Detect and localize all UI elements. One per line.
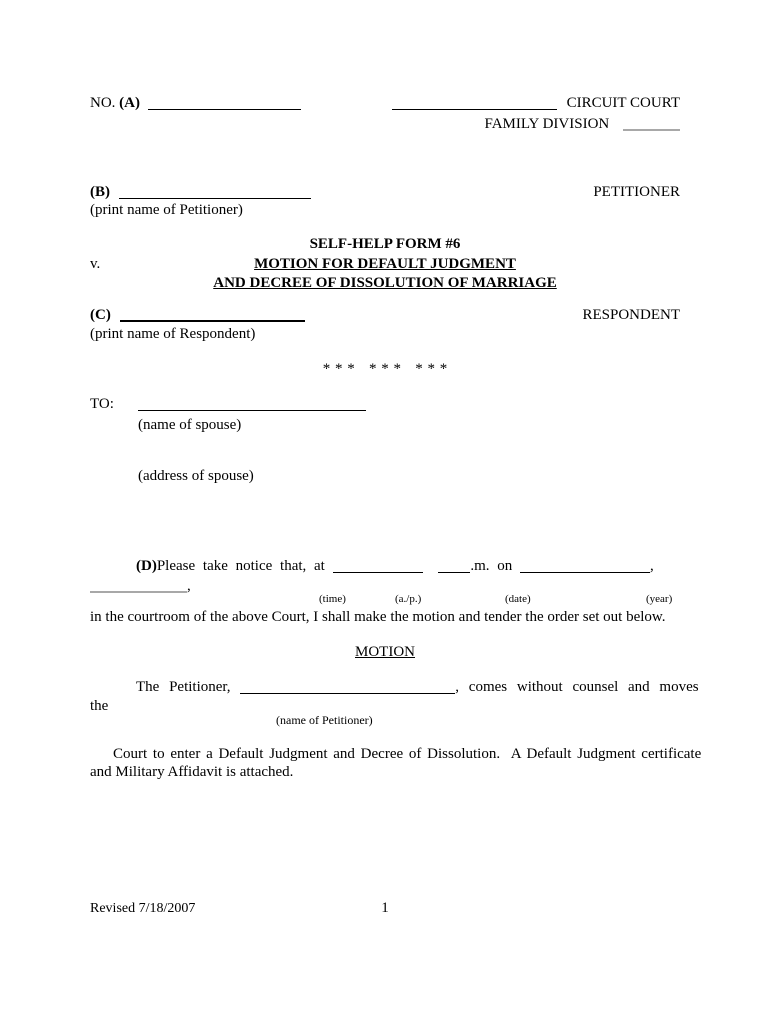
- family-division-line: [90, 116, 680, 133]
- field-c-label: (C): [90, 307, 111, 323]
- motion-p1-wrap-word: the: [90, 698, 109, 714]
- motion-p3-text: and Military Affidavit is attached.: [90, 764, 294, 780]
- spouse-name-hint-line: [138, 417, 680, 434]
- spouse-name-blank[interactable]: [138, 397, 366, 411]
- petitioner-name-hint-line: [276, 713, 680, 728]
- notice-continuation-text: in the courtroom of the above Court, I shall make the motion and tender the order set out below.: [90, 609, 666, 625]
- respondent-hint: (print name of Respondent): [90, 326, 256, 342]
- petitioner-name-hint: (name of Petitioner): [276, 713, 373, 727]
- division-number-blank[interactable]: [623, 116, 680, 131]
- field-d-label: (D): [136, 558, 157, 574]
- motion-p1-tail: , comes without counsel and moves: [455, 679, 699, 695]
- motion-paragraph-line1: [90, 679, 699, 696]
- case-number-blank[interactable]: [148, 96, 301, 110]
- date-blank[interactable]: [520, 559, 650, 573]
- petitioner-name-group: [90, 184, 311, 201]
- page-number: 1: [381, 900, 389, 916]
- motion-heading-line: [90, 644, 680, 661]
- petitioner-role-label: PETITIONER: [593, 184, 680, 200]
- form-number-title: SELF-HELP FORM #6: [309, 236, 461, 252]
- notice-line3: [90, 609, 680, 626]
- time-field-label: (time): [319, 593, 346, 605]
- petitioner-name-blank[interactable]: [119, 185, 311, 199]
- motion-p2-text: Court to enter a Default Judgment and Decree of Dissolution. A Default Judgment certificate: [113, 746, 702, 762]
- time-blank[interactable]: [333, 559, 423, 573]
- on-word: on: [497, 558, 513, 574]
- form-title-line3: [90, 275, 680, 292]
- decree-title: AND DECREE OF DISSOLUTION OF MARRIAGE: [213, 275, 557, 291]
- petitioner-name-blank2[interactable]: [240, 680, 455, 694]
- form-title-line2: [90, 256, 680, 273]
- case-number-group: [90, 95, 301, 112]
- court-name-blank[interactable]: [392, 96, 557, 110]
- spouse-name-hint: (name of spouse): [138, 417, 242, 433]
- motion-p1-lead: The Petitioner,: [136, 679, 231, 695]
- case-header-line1: [90, 95, 680, 112]
- to-label: TO:: [90, 396, 114, 412]
- versus-label: v.: [90, 256, 101, 272]
- to-line: [90, 396, 680, 413]
- notice-lead-text: Please take notice that, at: [156, 558, 325, 574]
- ampm-blank[interactable]: [438, 559, 470, 573]
- asterisk-separator: * * * * * * * * *: [322, 361, 448, 377]
- court-name-group: [392, 95, 680, 112]
- field-a-label: (A): [119, 95, 140, 111]
- separator-line: [90, 361, 680, 378]
- motion-title: MOTION FOR DEFAULT JUDGMENT: [254, 256, 516, 272]
- respondent-name-group: [90, 307, 305, 324]
- respondent-hint-line: [90, 326, 680, 343]
- spouse-address-hint: (address of spouse): [138, 468, 254, 484]
- year-field-label: (year): [646, 593, 673, 605]
- petitioner-hint: (print name of Petitioner): [90, 202, 243, 218]
- notice-comma1: ,: [650, 558, 654, 574]
- respondent-name-blank[interactable]: [120, 307, 305, 322]
- page-number-line: [90, 900, 680, 917]
- family-division-label: FAMILY DIVISION: [484, 116, 610, 132]
- date-field-label: (date): [505, 593, 531, 605]
- respondent-role-label: RESPONDENT: [582, 307, 680, 323]
- m-suffix: .m.: [470, 558, 490, 574]
- revision-date: Revised 7/18/2007: [90, 901, 196, 916]
- petitioner-hint-line: [90, 202, 680, 219]
- notice-comma2: ,: [187, 578, 191, 594]
- circuit-court-label: CIRCUIT COURT: [566, 95, 680, 111]
- petitioner-line: [90, 184, 680, 201]
- year-blank[interactable]: [90, 578, 187, 593]
- motion-paragraph-line3: [90, 764, 680, 781]
- ampm-field-label: (a./p.): [395, 593, 422, 605]
- respondent-line: [90, 307, 680, 324]
- notice-line2: [90, 578, 680, 595]
- motion-heading: MOTION: [355, 644, 415, 660]
- form-title-line1: [90, 236, 680, 253]
- notice-line1: [90, 558, 680, 575]
- no-label: NO.: [90, 95, 116, 111]
- spouse-address-hint-line: [138, 468, 680, 485]
- field-b-label: (B): [90, 184, 110, 200]
